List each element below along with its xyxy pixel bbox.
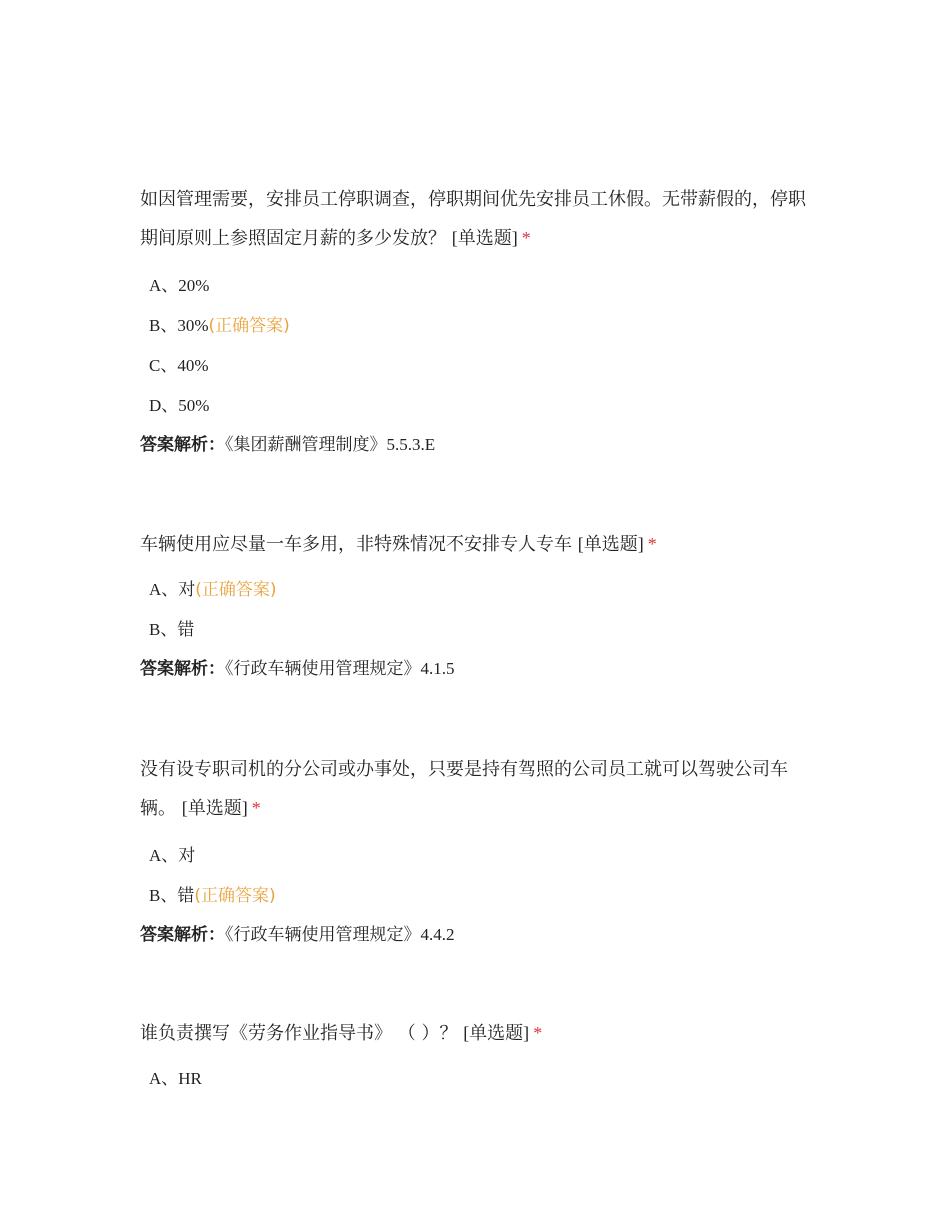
analysis-label: 答案解析： — [140, 435, 225, 455]
question-text: 谁负责撰写《劳务作业指导书》 （ ）？ — [140, 1023, 458, 1044]
correct-answer-note: (正确答案) — [195, 580, 277, 600]
option-letter: A、 — [149, 1069, 179, 1088]
question-type-tag: [单选题] — [577, 534, 644, 554]
required-mark: * — [251, 798, 261, 818]
question-text: 车辆使用应尽量一车多用，非特殊情况不安排专人专车 — [140, 534, 572, 555]
option-letter: A、 — [149, 846, 179, 865]
question-text: 没有设专职司机的分公司或办事处，只要是持有驾照的公司员工就可以驾驶公司车辆。 — [140, 759, 788, 819]
option-text: HR — [178, 1069, 202, 1088]
option-text: 50% — [178, 396, 210, 415]
answer-analysis — [140, 650, 820, 688]
option-letter: D、 — [149, 396, 179, 415]
option-a[interactable] — [140, 836, 820, 876]
option-letter: C、 — [149, 356, 178, 375]
option-letter: A、 — [149, 580, 179, 599]
option-text: 20% — [178, 276, 210, 295]
analysis-ref: 4.4.2 — [420, 925, 455, 944]
question-type-tag: [单选题] — [463, 1023, 530, 1043]
question-3 — [140, 751, 820, 954]
required-mark: * — [521, 228, 531, 248]
question-title — [140, 1014, 820, 1053]
question-title — [140, 751, 820, 828]
analysis-label: 答案解析： — [140, 925, 225, 945]
option-b[interactable] — [140, 610, 820, 650]
option-b[interactable] — [140, 306, 820, 346]
analysis-ref: 4.1.5 — [420, 659, 455, 678]
option-text: 30% — [177, 316, 209, 335]
option-d[interactable] — [140, 386, 820, 426]
option-text: 错 — [177, 886, 195, 905]
option-c[interactable] — [140, 346, 820, 386]
option-b[interactable] — [140, 876, 820, 916]
option-letter: B、 — [149, 620, 178, 639]
question-type-tag: [单选题] — [181, 798, 248, 818]
option-letter: B、 — [149, 886, 178, 905]
question-title — [140, 181, 820, 258]
required-mark: * — [533, 1023, 543, 1043]
option-text: 错 — [177, 620, 195, 639]
analysis-label: 答案解析： — [140, 659, 225, 679]
option-text: 对 — [178, 846, 196, 865]
option-text: 40% — [177, 356, 209, 375]
option-text: 对 — [178, 580, 196, 599]
required-mark: * — [647, 534, 657, 554]
analysis-text: 《行政车辆使用管理规定》 — [225, 659, 421, 679]
option-letter: A、 — [149, 276, 179, 295]
correct-answer-note: (正确答案) — [194, 886, 276, 906]
answer-analysis — [140, 426, 820, 464]
option-a[interactable] — [140, 570, 820, 610]
analysis-text: 《集团薪酬管理制度》 — [225, 435, 387, 455]
question-4 — [140, 1014, 820, 1099]
correct-answer-note: (正确答案) — [208, 316, 290, 336]
analysis-text: 《行政车辆使用管理规定》 — [225, 925, 421, 945]
option-a[interactable] — [140, 1059, 820, 1099]
question-text: 如因管理需要，安排员工停职调查，停职期间优先安排员工休假。无带薪假的，停职期间原则上参照固定月薪的多少发放？ — [140, 189, 806, 249]
question-title — [140, 525, 820, 564]
question-1 — [140, 181, 820, 464]
option-a[interactable] — [140, 266, 820, 306]
answer-analysis — [140, 916, 820, 954]
question-2 — [140, 525, 820, 688]
analysis-ref: 5.5.3.E — [386, 435, 436, 454]
question-type-tag: [单选题] — [451, 228, 518, 248]
option-letter: B、 — [149, 316, 178, 335]
